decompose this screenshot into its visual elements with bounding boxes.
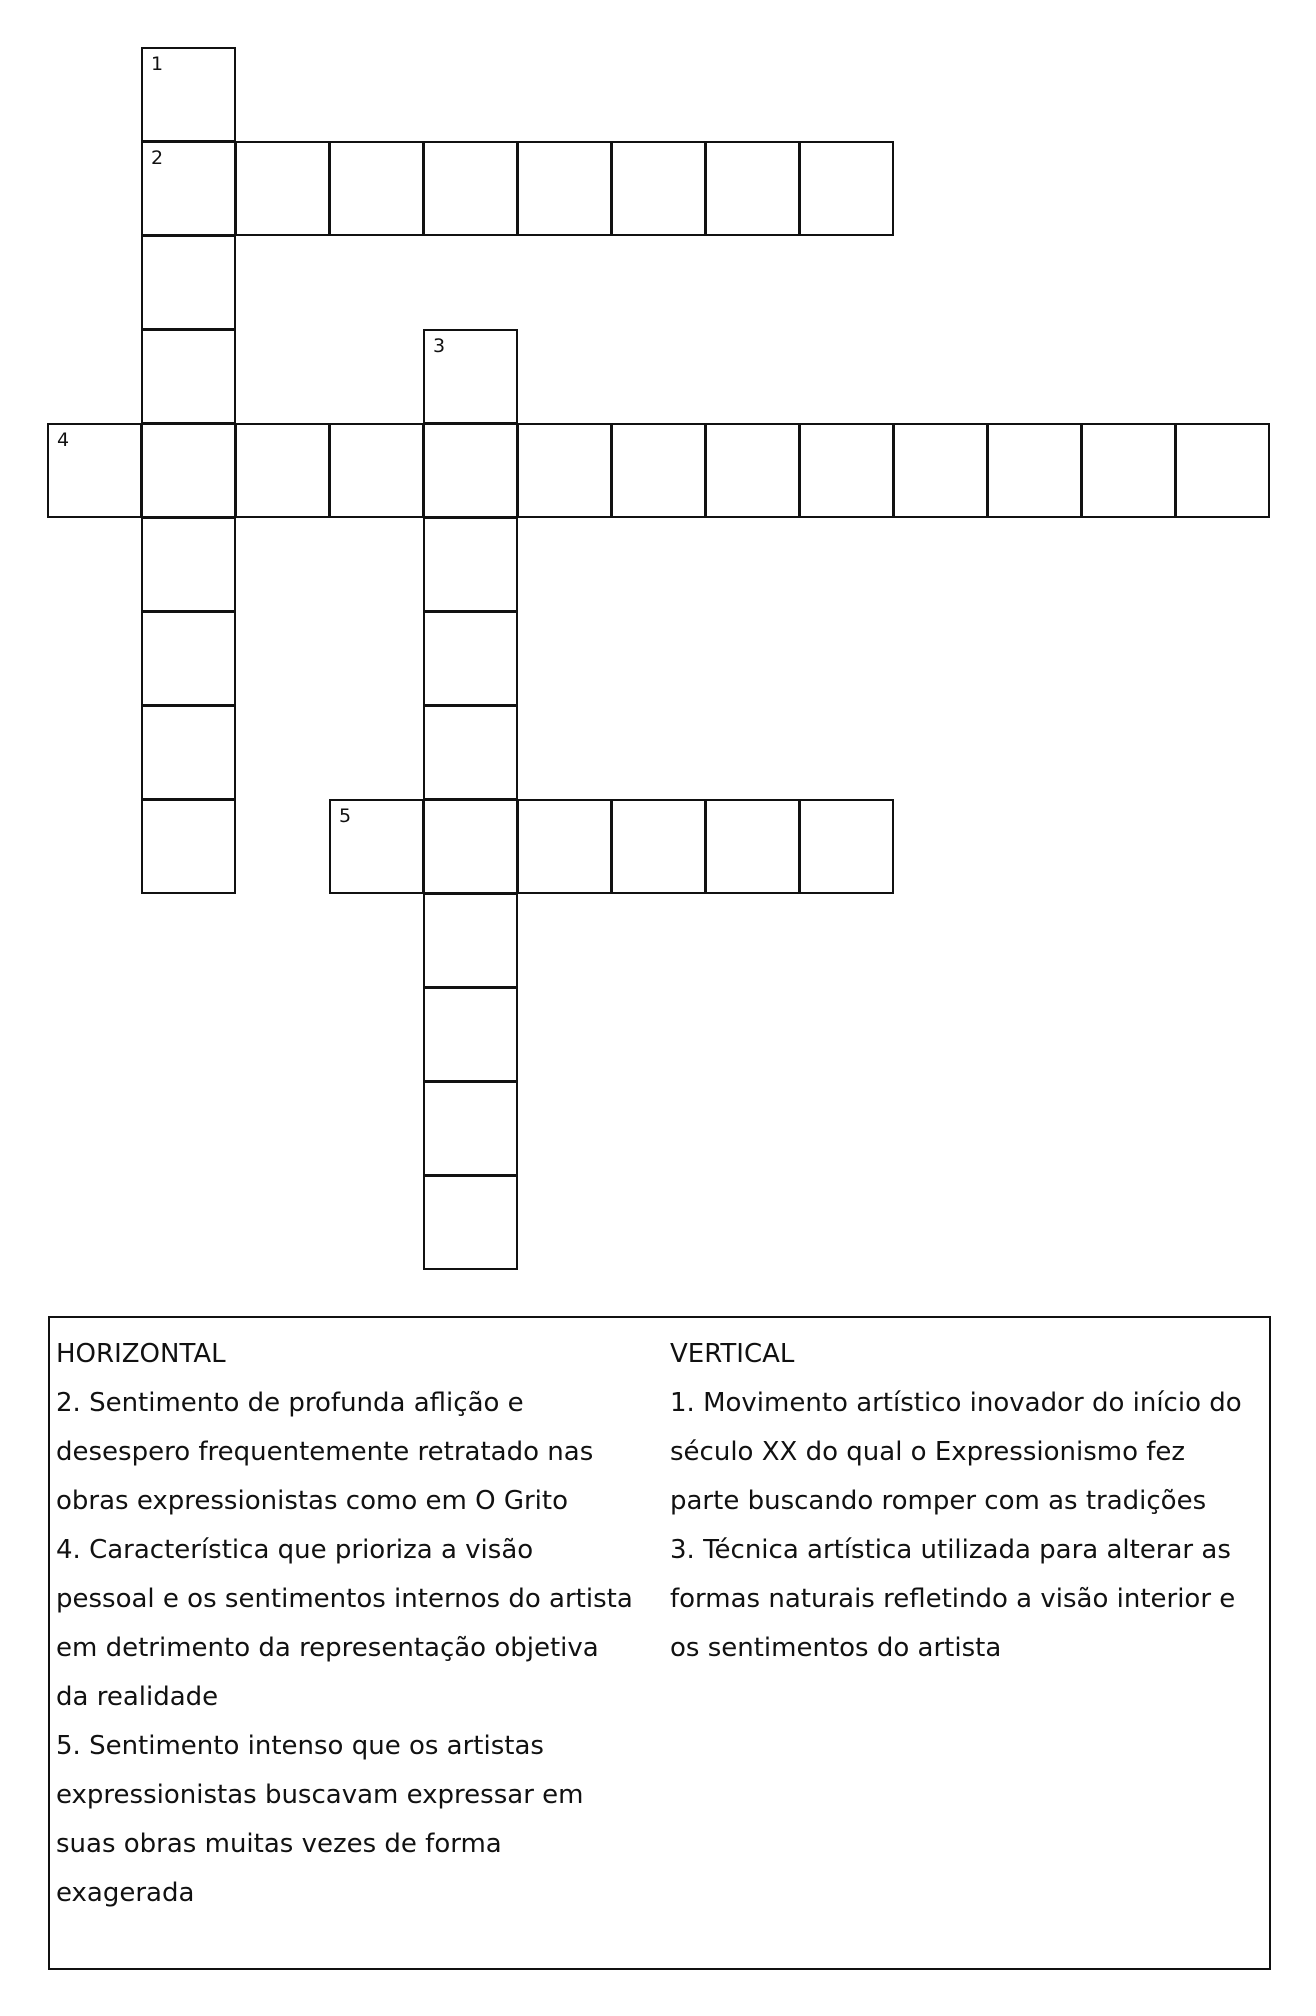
crossword-cell[interactable] [423,141,518,236]
crossword-cell[interactable] [423,611,518,706]
crossword-cell[interactable] [987,423,1082,518]
crossword-cell[interactable] [141,799,236,894]
clue-number-2: 2 [151,147,164,169]
crossword-cell[interactable] [799,141,894,236]
crossword-cell[interactable] [141,517,236,612]
crossword-cell[interactable] [1175,423,1270,518]
cell-3-start[interactable] [423,329,518,424]
crossword-cell[interactable] [141,329,236,424]
crossword-cell[interactable] [1081,423,1176,518]
crossword-cell[interactable] [423,517,518,612]
crossword-cell[interactable] [235,423,330,518]
clue-line: em detrimento da representação objetiva [56,1633,599,1663]
crossword-cell[interactable] [705,799,800,894]
crossword-cell[interactable] [705,141,800,236]
crossword-cell[interactable] [141,705,236,800]
clue-line: parte buscando romper com as tradições [670,1486,1207,1516]
crossword-cell[interactable] [423,705,518,800]
clue-line: suas obras muitas vezes de forma [56,1829,502,1859]
crossword-cell[interactable] [423,799,518,894]
horizontal-heading: HORIZONTAL [56,1339,226,1369]
clue-line: expressionistas buscavam expressar em [56,1780,584,1810]
clue-line: 2. Sentimento de profunda aflição e [56,1388,524,1418]
crossword-cell[interactable] [517,423,612,518]
clue-line: 3. Técnica artística utilizada para alterar as [670,1535,1231,1565]
cell-5-start[interactable] [329,799,424,894]
crossword-cell[interactable] [517,799,612,894]
crossword-cell[interactable] [705,423,800,518]
clue-line: os sentimentos do artista [670,1633,1002,1663]
clue-number-5: 5 [339,805,352,827]
clue-number-1: 1 [151,53,164,75]
clue-line: 5. Sentimento intenso que os artistas [56,1731,544,1761]
crossword-cell[interactable] [611,799,706,894]
clues-box [48,1316,1271,1970]
crossword-cell[interactable] [141,235,236,330]
crossword-cell[interactable] [423,1175,518,1270]
clue-line: século XX do qual o Expressionismo fez [670,1437,1186,1467]
cell-4-start[interactable] [47,423,142,518]
vertical-clues [670,1330,1270,1673]
crossword-cell[interactable] [329,141,424,236]
crossword-cell[interactable] [141,611,236,706]
cell-1-start[interactable] [141,47,236,142]
crossword-cell[interactable] [423,1081,518,1176]
crossword-cell[interactable] [235,141,330,236]
horizontal-clues [56,1330,656,1918]
crossword-cell[interactable] [611,141,706,236]
crossword-cell[interactable] [423,987,518,1082]
vertical-heading: VERTICAL [670,1339,795,1369]
clue-line: desespero frequentemente retratado nas [56,1437,594,1467]
crossword-cell[interactable] [329,423,424,518]
clue-line: exagerada [56,1878,195,1908]
cell-2-start[interactable] [141,141,236,236]
clue-line: 1. Movimento artístico inovador do início do [670,1388,1242,1418]
crossword-cell[interactable] [893,423,988,518]
crossword-cell[interactable] [611,423,706,518]
clue-line: obras expressionistas como em O Grito [56,1486,568,1516]
clue-line: pessoal e os sentimentos internos do artista [56,1584,633,1614]
clue-line: da realidade [56,1682,219,1712]
crossword-cell[interactable] [517,141,612,236]
clue-number-3: 3 [433,335,446,357]
crossword-cell[interactable] [799,423,894,518]
clue-line: formas naturais refletindo a visão interior e [670,1584,1236,1614]
crossword-cell[interactable] [423,423,518,518]
clue-line: 4. Característica que prioriza a visão [56,1535,534,1565]
crossword-cell[interactable] [423,893,518,988]
clue-number-4: 4 [57,429,70,451]
crossword-cell[interactable] [799,799,894,894]
crossword-cell[interactable] [141,423,236,518]
